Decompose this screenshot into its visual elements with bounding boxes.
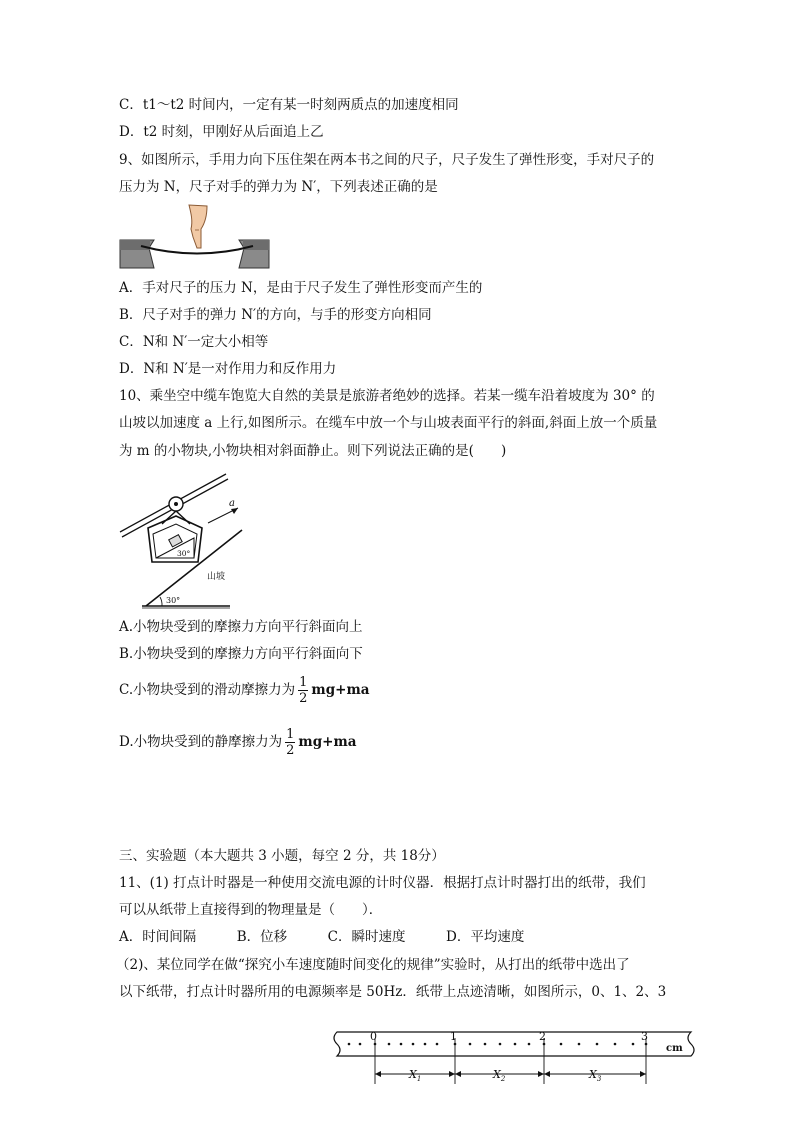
fraction-denominator: 2 bbox=[299, 691, 308, 706]
hand-icon bbox=[189, 205, 207, 248]
q10-option-d-expr: mg+ma bbox=[298, 734, 357, 750]
paper-tape-figure bbox=[329, 1028, 701, 1088]
tape-label-3: 3 bbox=[641, 1030, 648, 1043]
q10-option-c bbox=[119, 675, 370, 706]
tape-label-2: 2 bbox=[539, 1030, 546, 1043]
q10-stem-line2: 山坡以加速度 a 上行,如图所示。在缆车中放一个与山坡表面平行的斜面,斜面上放一个质量 bbox=[119, 415, 658, 431]
section3-heading: 三、实验题（本大题共 3 小题，每空 2 分，共 18分） bbox=[119, 848, 445, 864]
q9-option-a: A．手对尺子的压力 N，是由于尺子发生了弹性形变而产生的 bbox=[119, 280, 483, 296]
q10-option-c-expr: mg+ma bbox=[311, 682, 370, 698]
q11-options: A．时间间隔 B．位移 C．瞬时速度 D．平均速度 bbox=[119, 929, 525, 945]
one-half-fraction bbox=[285, 727, 295, 758]
tape-x2-label: $X_2$ bbox=[493, 1068, 506, 1083]
acceleration-label: a bbox=[229, 498, 235, 509]
tape-x1-label: $X_1$ bbox=[409, 1068, 422, 1083]
fraction-denominator: 2 bbox=[286, 743, 295, 758]
q10-cable-car-figure bbox=[118, 466, 243, 611]
q9-option-b: B．尺子对手的弹力 N′的方向，与手的形变方向相同 bbox=[119, 307, 432, 323]
q11-part2-line2: 以下纸带，打点计时器所用的电源频率是 50Hz．纸带上点迹清晰，如图所示，0、1、2、3 bbox=[119, 984, 667, 1000]
inner-angle-label: 30° bbox=[177, 549, 191, 558]
q8-option-c: C．t1～t2 时间内，一定有某一时刻两质点的加速度相同 bbox=[119, 97, 459, 113]
q9-stem-line2: 压力为 N，尺子对手的弹力为 N′，下列表述正确的是 bbox=[119, 179, 438, 195]
tape-unit: cm bbox=[666, 1043, 683, 1054]
tape-label-1: 1 bbox=[450, 1030, 457, 1043]
q11-part1-line2: 可以从纸带上直接得到的物理量是（ ）． bbox=[119, 902, 383, 918]
q10-option-b: B.小物块受到的摩擦力方向平行斜面向下 bbox=[119, 646, 363, 662]
slope-label: 山坡 bbox=[207, 572, 226, 582]
q11-part2-line1: （2)、某位同学在做“探究小车速度随时间变化的规律”实验时，从打出的纸带中选出了 bbox=[116, 957, 630, 973]
q10-stem-line1: 10、乘坐空中缆车饱览大自然的美景是旅游者绝妙的选择。若某一缆车沿着坡度为 30° 的 bbox=[119, 388, 655, 404]
q9-option-d: D．N和 N′是一对作用力和反作用力 bbox=[119, 361, 337, 377]
fraction-numerator: 1 bbox=[286, 727, 295, 742]
q9-ruler-figure bbox=[119, 203, 274, 273]
q10-option-a: A.小物块受到的摩擦力方向平行斜面向上 bbox=[119, 619, 363, 635]
q9-option-c: C．N和 N′一定大小相等 bbox=[119, 334, 269, 350]
q8-option-d: D．t2 时刻，甲刚好从后面追上乙 bbox=[119, 124, 324, 140]
q9-stem-line1: 9、如图所示，手用力向下压住架在两本书之间的尺子，尺子发生了弹性形变，手对尺子的 bbox=[119, 152, 655, 168]
one-half-fraction bbox=[298, 675, 308, 706]
q10-option-d-text: D.小物块受到的静摩擦力为 bbox=[119, 734, 283, 750]
q10-option-d bbox=[119, 727, 357, 758]
q10-option-c-text: C.小物块受到的滑动摩擦力为 bbox=[119, 682, 296, 698]
q11-part1-line1: 11、(1) 打点计时器是一种使用交流电源的计时仪器．根据打点计时器打出的纸带，我们 bbox=[119, 875, 646, 891]
fraction-numerator: 1 bbox=[299, 675, 308, 690]
q10-stem-line3: 为 m 的小物块,小物块相对斜面静止。则下列说法正确的是( ) bbox=[119, 443, 507, 459]
ground-angle-label: 30° bbox=[166, 596, 181, 605]
tape-label-0: 0 bbox=[370, 1030, 377, 1043]
tape-x3-label: $X_3$ bbox=[589, 1068, 602, 1083]
